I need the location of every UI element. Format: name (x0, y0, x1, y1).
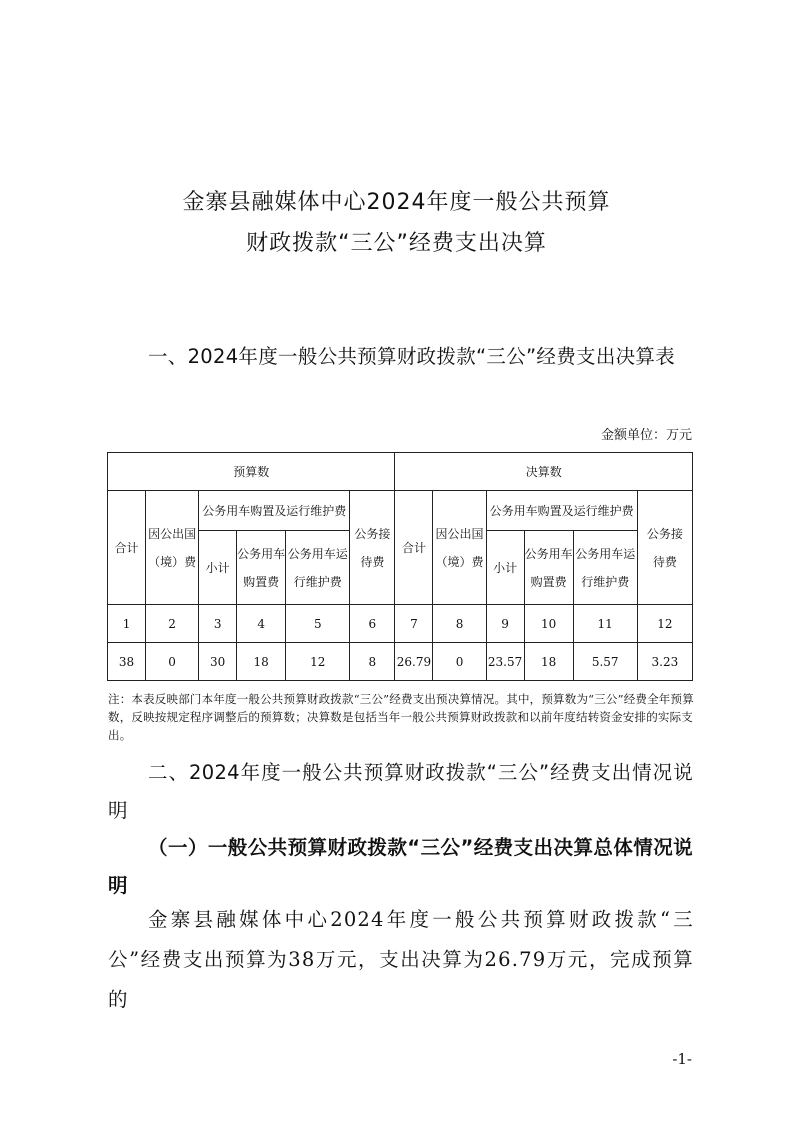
value-cell: 0 (146, 643, 199, 681)
subsection-1-heading: （一）一般公共预算财政拨款“三公”经费支出决算总体情况说明 (108, 836, 693, 897)
value-cell: 18 (237, 643, 286, 681)
value-cell: 38 (108, 643, 146, 681)
index-cell: 5 (286, 605, 350, 643)
purchase-label-line1: 公务用车 (524, 546, 573, 561)
three-public-expenses-table (107, 452, 693, 681)
value-cell: 0 (433, 643, 486, 681)
index-cell: 10 (524, 605, 573, 643)
page-number: -1- (672, 1050, 692, 1068)
final-maintenance-header (573, 531, 637, 605)
final-header: 决算数 (395, 453, 693, 491)
index-cell: 2 (146, 605, 199, 643)
reception-label-line1: 公务接 (354, 526, 391, 541)
maintenance-label-line2: 行维护费 (581, 574, 630, 589)
budget-maintenance-header (286, 531, 350, 605)
purchase-label-line2: 购置费 (243, 574, 280, 589)
purchase-label-line2: 购置费 (530, 574, 567, 589)
budget-reception-header (350, 491, 395, 605)
index-cell: 8 (433, 605, 486, 643)
budget-vehicle-header: 公务用车购置及运行维护费 (199, 491, 350, 531)
maintenance-label-line1: 公务用车运 (287, 546, 348, 561)
maintenance-label-line1: 公务用车运 (575, 546, 636, 561)
final-reception-header (637, 491, 692, 605)
table-header-row-1 (108, 453, 693, 491)
value-cell: 3.23 (637, 643, 692, 681)
final-purchase-header (524, 531, 573, 605)
budget-abroad-header (146, 491, 199, 605)
final-vehicle-header: 公务用车购置及运行维护费 (486, 491, 637, 531)
section-2-heading: 二、2024年度一般公共预算财政拨款“三公”经费支出情况说明 (108, 761, 693, 822)
index-cell: 4 (237, 605, 286, 643)
index-cell: 12 (637, 605, 692, 643)
value-cell: 23.57 (486, 643, 524, 681)
purchase-label-line1: 公务用车 (237, 546, 286, 561)
value-cell: 18 (524, 643, 573, 681)
abroad-label-line2: （境）费 (435, 554, 484, 569)
section-1-heading: 一、2024年度一般公共预算财政拨款“三公”经费支出决算表 (148, 345, 676, 368)
index-cell: 3 (199, 605, 237, 643)
budget-subtotal-header: 小计 (199, 531, 237, 605)
amount-unit-label: 金额单位：万元 (600, 428, 692, 443)
reception-label-line2: 待费 (360, 554, 385, 569)
abroad-label-line1: 因公出国 (435, 526, 484, 541)
value-cell: 30 (199, 643, 237, 681)
body-paragraph: 金寨县融媒体中心2024年度一般公共预算财政拨款“三公”经费支出预算为38万元，支出决算为26.79万元，完成预算的 (108, 908, 694, 1011)
index-cell: 6 (350, 605, 395, 643)
document-title-line-1: 金寨县融媒体中心2024年度一般公共预算 (182, 190, 611, 215)
reception-label-line2: 待费 (652, 554, 677, 569)
index-cell: 11 (573, 605, 637, 643)
index-cell: 9 (486, 605, 524, 643)
budget-header: 预算数 (108, 453, 395, 491)
abroad-label-line2: （境）费 (148, 554, 197, 569)
table-note: 注：本表反映部门本年度一般公共预算财政拨款“三公”经费支出预决算情况。其中，预算数为“三公”经费全年预算数，反映按规定程序调整后的预算数；决算数是包括当年一般公共预算财政拨款和以前年度结转资金安排的实际支出。 (108, 692, 694, 742)
value-cell: 26.79 (395, 643, 433, 681)
maintenance-label-line2: 行维护费 (293, 574, 342, 589)
value-cell: 8 (350, 643, 395, 681)
reception-label-line1: 公务接 (646, 526, 683, 541)
value-cell: 12 (286, 643, 350, 681)
final-subtotal-header: 小计 (486, 531, 524, 605)
budget-purchase-header (237, 531, 286, 605)
table-header-row-2 (108, 491, 693, 531)
value-cell: 5.57 (573, 643, 637, 681)
document-title-line-2: 财政拨款“三公”经费支出决算 (246, 231, 547, 256)
abroad-label-line1: 因公出国 (148, 526, 197, 541)
index-cell: 7 (395, 605, 433, 643)
index-cell: 1 (108, 605, 146, 643)
final-abroad-header (433, 491, 486, 605)
final-total-header: 合计 (395, 491, 433, 605)
budget-total-header: 合计 (108, 491, 146, 605)
table-index-row (108, 605, 693, 643)
table-value-row (108, 643, 693, 681)
